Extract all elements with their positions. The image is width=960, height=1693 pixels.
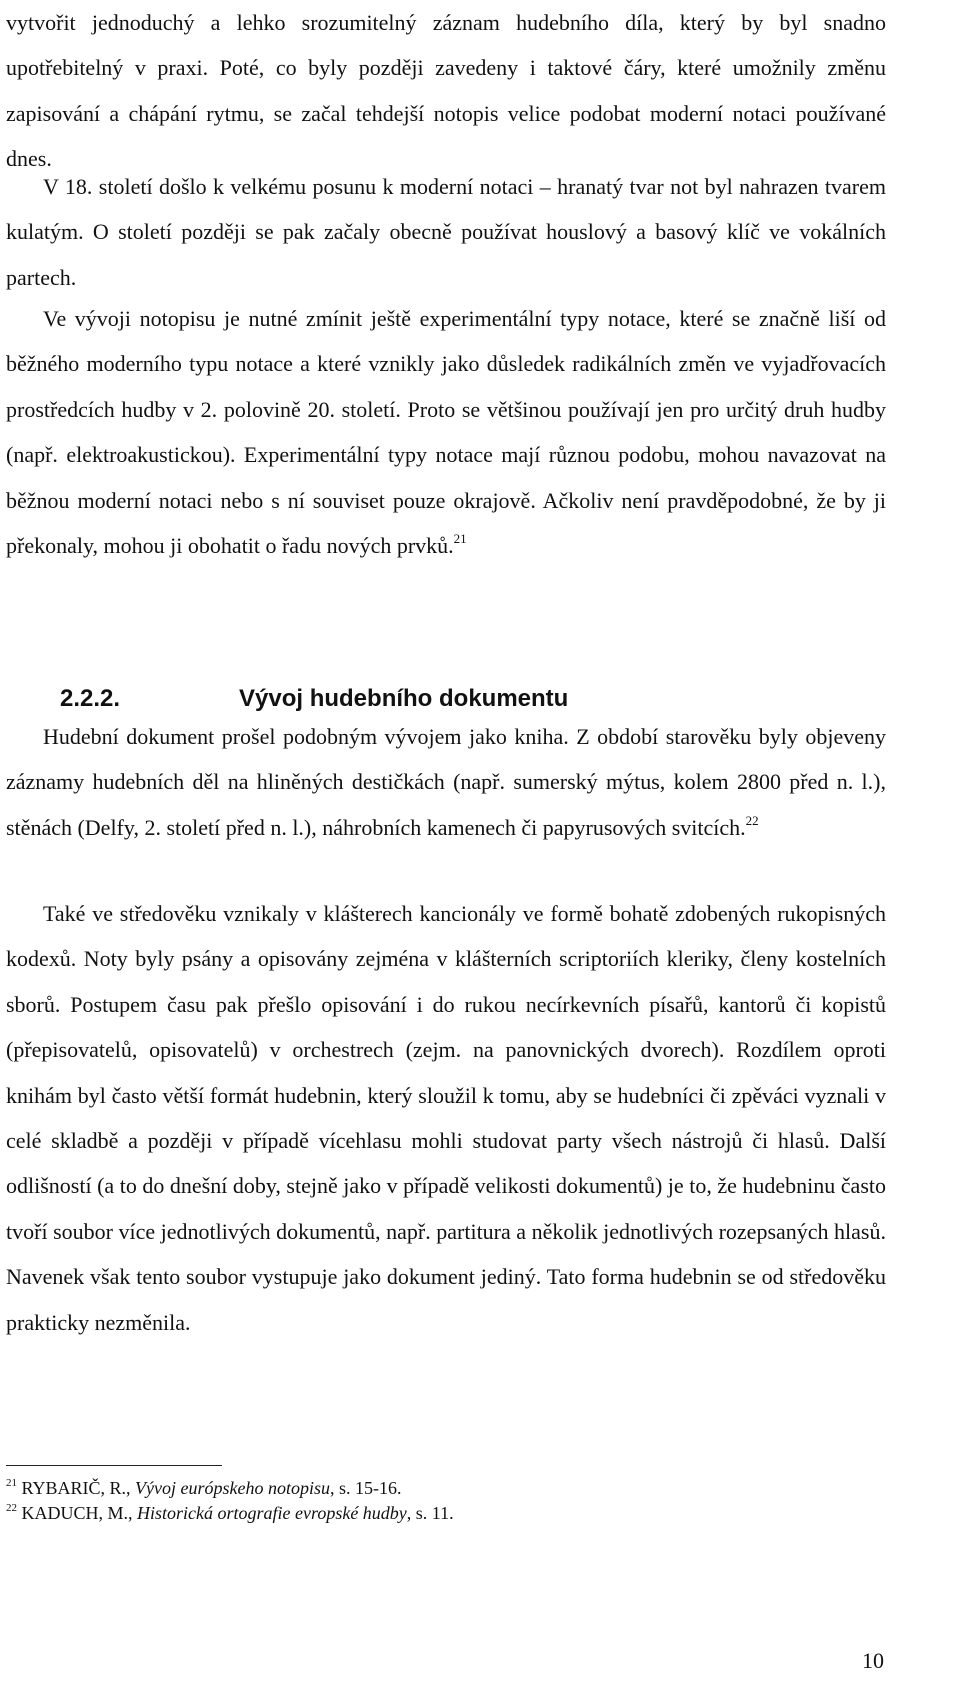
section-heading [60,684,568,714]
footnote-separator [6,1465,222,1466]
section-title: Vývoj hudebního dokumentu [239,685,569,712]
footnote-reference: 21 [453,531,467,547]
body-paragraph [6,296,886,568]
section-number: 2.2.2. [60,685,121,712]
paragraph-text: V 18. století došlo k velkému posunu k moderní notaci – hranatý tvar not byl nahrazen tvarem kulatým. O století později se pak začaly obecně používat houslový a basový klíč ve vokálních partech. [6,174,886,290]
paragraph-text: Také ve středověku vznikaly v klášterech kancionály ve formě bohatě zdobených rukopisných kodexů. Noty byly psány a opisovány zejména v klášterních scriptoriích kleriky, členy kostelních sborů. Postupem času pak přešlo opisování i do rukou necírkevních písařů, kantorů či kopistů (přepisovatelů, opisovatelů) v orchestrech (zejm. na panovnických dvorech). Rozdílem oproti knihám byl často větší formát hudebnin, který sloužil k tomu, aby se hudebníci či zpěváci vyznali v celé skladbě a později v případě vícehlasu mohli studovat party všech nástrojů či hlasů. Další odlišností (a to do dnešní doby, stejně jako v případě velikosti dokumentů) je to, že hudebninu často tvoří soubor více jednotlivých dokumentů, např. partitura a několik jednotlivých rozepsaných hlasů. Navenek však tento soubor vystupuje jako dokument jediný. Tato forma hudebnin se od středověku prakticky nezměnila. [6,901,886,1335]
footnote-number: 22 [6,1502,17,1514]
body-paragraph [6,714,886,850]
footnote-reference: 22 [745,812,759,828]
page-number: 10 [862,1648,884,1673]
footnote-number: 21 [6,1477,17,1489]
footnote-title: Historická ortografie evropské hudby [137,1503,407,1523]
footnote-author: KADUCH, M., [21,1503,138,1523]
body-paragraph [6,891,886,1345]
footnote-item [6,1476,886,1501]
paragraph-text: Ve vývoji notopisu je nutné zmínit ještě experimentální typy notace, které se značně liší od běžného moderního typu notace a které vznikly jako důsledek radikálních změn ve vyjadřovacích prostředcích hudby v 2. polovině 20. století. Proto se většinou používají jen pro určitý druh hudby (např. elektroakustickou). Experimentální typy notace mají různou podobu, mohou navazovat na běžnou moderní notaci nebo s ní souviset pouze okrajově. Ačkoliv není pravděpodobné, že by ji překonaly, mohou ji obohatit o řadu nových prvků. [6,306,886,559]
footnote-pages: , s. 15-16. [330,1478,402,1498]
footnote-author: RYBARIČ, R., [21,1478,136,1498]
footnotes [6,1476,886,1526]
body-paragraph [6,0,886,182]
footnote-title: Vývoj európskeho notopisu [135,1478,330,1498]
paragraph-text: Hudební dokument prošel podobným vývojem jako kniha. Z období starověku byly objeveny záznamy hudebních děl na hliněných destičkách (např. sumerský mýtus, kolem 2800 před n. l.), stěnách (Delfy, 2. století před n. l.), náhrobních kamenech či papyrusových svitcích. [6,724,886,840]
body-paragraph [6,164,886,300]
footnote-item [6,1501,886,1526]
paragraph-text: vytvořit jednoduchý a lehko srozumitelný záznam hudebního díla, který by byl snadno upotřebitelný v praxi. Poté, co byly později zavedeny i taktové čáry, které umožnily změnu zapisování a chápání rytmu, se začal tehdejší notopis velice podobat moderní notaci používané dnes. [6,10,886,172]
footnote-pages: , s. 11. [406,1503,454,1523]
